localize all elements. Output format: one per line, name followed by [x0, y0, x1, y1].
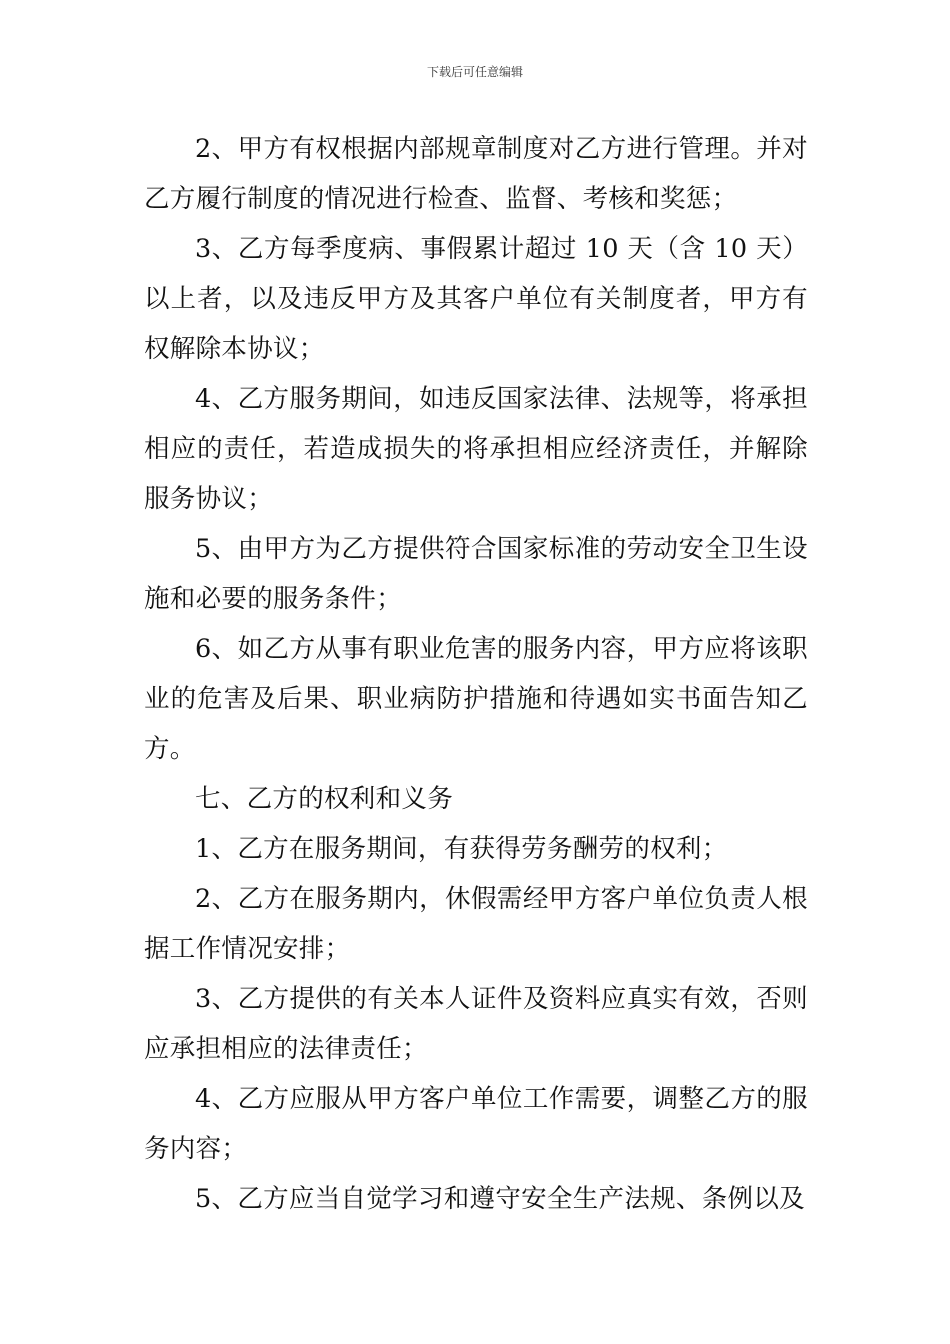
document-body: [144, 124, 808, 1224]
page-header-note: 下载后可任意编辑: [426, 65, 523, 79]
paragraph: 5、由甲方为乙方提供符合国家标准的劳动安全卫生设施和必要的服务条件；: [144, 534, 808, 614]
paragraph: 2、甲方有权根据内部规章制度对乙方进行管理。并对乙方履行制度的情况进行检查、监督、考核和奖惩；: [144, 134, 808, 214]
section-heading: 七、乙方的权利和义务: [195, 784, 454, 814]
paragraph: 3、乙方每季度病、事假累计超过 10 天（含 10 天）以上者，以及违反甲方及其客户单位有关制度者，甲方有权解除本协议；: [144, 234, 808, 364]
paragraph: 1、乙方在服务期间，有获得劳务酬劳的权利；: [195, 834, 728, 864]
paragraph: 6、如乙方从事有职业危害的服务内容，甲方应将该职业的危害及后果、职业病防护措施和待遇如实书面告知乙方。: [144, 634, 808, 764]
paragraph: 5、乙方应当自觉学习和遵守安全生产法规、条例以及: [195, 1184, 805, 1214]
paragraph: 3、乙方提供的有关本人证件及资料应真实有效，否则应承担相应的法律责任；: [144, 984, 808, 1064]
paragraph: 4、乙方应服从甲方客户单位工作需要，调整乙方的服务内容；: [144, 1084, 808, 1164]
paragraph: 2、乙方在服务期内，休假需经甲方客户单位负责人根据工作情况安排；: [144, 884, 808, 964]
paragraph: 4、乙方服务期间，如违反国家法律、法规等，将承担相应的责任，若造成损失的将承担相应经济责任，并解除服务协议；: [144, 384, 808, 514]
